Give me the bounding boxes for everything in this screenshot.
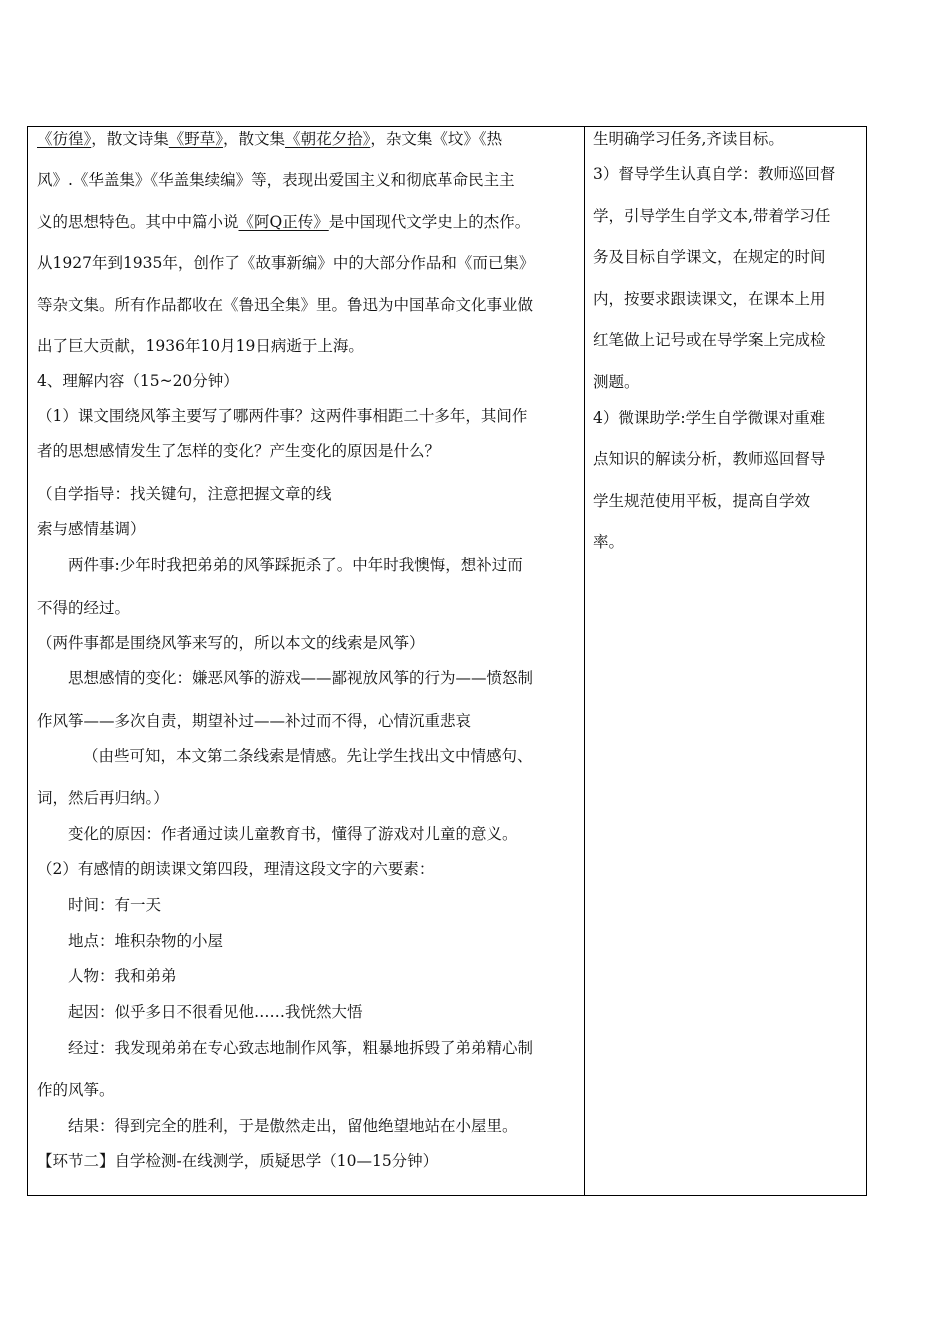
right-line-9: 点知识的解读分析，教师巡回督导 bbox=[593, 450, 826, 468]
two-events-line-2: 不得的经过。 bbox=[37, 599, 131, 617]
text-line-6: 出了巨大贡献，1936年10月19日病逝于上海。 bbox=[37, 337, 364, 355]
section-heading-understand: 4、理解内容（15~20分钟） bbox=[37, 372, 239, 390]
book-title-panghuang: 《彷徨》 bbox=[37, 130, 92, 148]
book-title-yecao: 《野草》 bbox=[168, 130, 224, 148]
emotion-change-line-1: 思想感情的变化：嫌恶风筝的游戏——鄙视放风筝的行为——愤怒制 bbox=[68, 669, 534, 687]
right-line-6: 红笔做上记号或在导学案上完成检 bbox=[593, 331, 826, 349]
change-reason: 变化的原因：作者通过读儿童教育书，懂得了游戏对儿童的意义。 bbox=[68, 825, 518, 843]
book-title-azhengzhuan: 《阿Q正传》 bbox=[238, 213, 329, 231]
right-line-1: 生明确学习任务,齐读目标。 bbox=[593, 130, 784, 148]
right-line-8: 4）微课助学:学生自学微课对重难 bbox=[593, 409, 826, 427]
question-2: （2）有感情的朗读课文第四段，理清这段文字的六要素： bbox=[37, 860, 435, 878]
emotion-change-line-2: 作风筝——多次自责，期望补过——补过而不得，心情沉重悲哀 bbox=[37, 712, 472, 730]
element-people: 人物：我和弟弟 bbox=[68, 967, 177, 985]
second-clue-line-2: 词，然后再归纳。） bbox=[37, 789, 169, 807]
text-line-2: 风》.《华盖集》《华盖集续编》等，表现出爱国主义和彻底革命民主主 bbox=[37, 171, 515, 189]
element-place: 地点：堆积杂物的小屋 bbox=[68, 932, 224, 950]
right-line-10: 学生规范使用平板，提高自学效 bbox=[593, 492, 811, 510]
right-line-5: 内，按要求跟读课文，在课本上用 bbox=[593, 290, 826, 308]
text-line-4: 从1927年到1935年，创作了《故事新编》中的大部分作品和《而已集》 bbox=[37, 254, 535, 272]
section-heading-link-two: 【环节二】自学检测-在线测学，质疑思学（10—15分钟） bbox=[37, 1152, 439, 1170]
column-divider bbox=[584, 127, 585, 1195]
book-title-zhaohuaxishi: 《朝花夕拾》 bbox=[285, 130, 371, 148]
right-line-11: 率。 bbox=[593, 533, 625, 551]
text-line-1: 《彷徨》，散文诗集《野草》，散文集《朝花夕拾》，杂文集《坟》《热 bbox=[37, 130, 503, 148]
two-events-line-1: 两件事:少年时我把弟弟的风筝踩扼杀了。中年时我懊悔，想补过而 bbox=[68, 556, 523, 574]
element-time: 时间：有一天 bbox=[68, 896, 162, 914]
right-line-3: 学，引导学生自学文本,带着学习任 bbox=[593, 207, 831, 225]
lesson-plan-table bbox=[27, 126, 867, 1196]
clue-note: （两件事都是围绕风筝来写的，所以本文的线索是风筝） bbox=[37, 634, 425, 652]
second-clue-line-1: （由些可知，本文第二条线索是情感。先让学生找出文中情感句、 bbox=[83, 747, 533, 765]
text-line-5: 等杂文集。所有作品都收在《鲁迅全集》里。鲁迅为中国革命文化事业做 bbox=[37, 296, 534, 314]
right-line-2: 3）督导学生认真自学：教师巡回督 bbox=[593, 165, 836, 183]
study-guide-line-1: （自学指导：找关键句，注意把握文章的线 bbox=[37, 485, 332, 503]
element-result: 结果：得到完全的胜利，于是傲然走出，留他绝望地站在小屋里。 bbox=[68, 1117, 518, 1135]
text-line-3: 义的思想特色。其中中篇小说《阿Q正传》是中国现代文学史上的杰作。 bbox=[37, 213, 531, 231]
study-guide-line-2: 索与感情基调） bbox=[37, 520, 146, 538]
question-1-line-1: （1）课文围绕风筝主要写了哪两件事？这两件事相距二十多年，其间作 bbox=[37, 407, 528, 425]
right-line-4: 务及目标自学课文，在规定的时间 bbox=[593, 248, 826, 266]
element-process-line-1: 经过：我发现弟弟在专心致志地制作风筝，粗暴地拆毁了弟弟精心制 bbox=[68, 1039, 534, 1057]
question-1-line-2: 者的思想感情发生了怎样的变化？产生变化的原因是什么？ bbox=[37, 442, 441, 460]
element-process-line-2: 作的风筝。 bbox=[37, 1081, 115, 1099]
right-line-7: 测题。 bbox=[593, 373, 640, 391]
element-cause: 起因：似乎多日不很看见他……我恍然大悟 bbox=[68, 1003, 363, 1021]
